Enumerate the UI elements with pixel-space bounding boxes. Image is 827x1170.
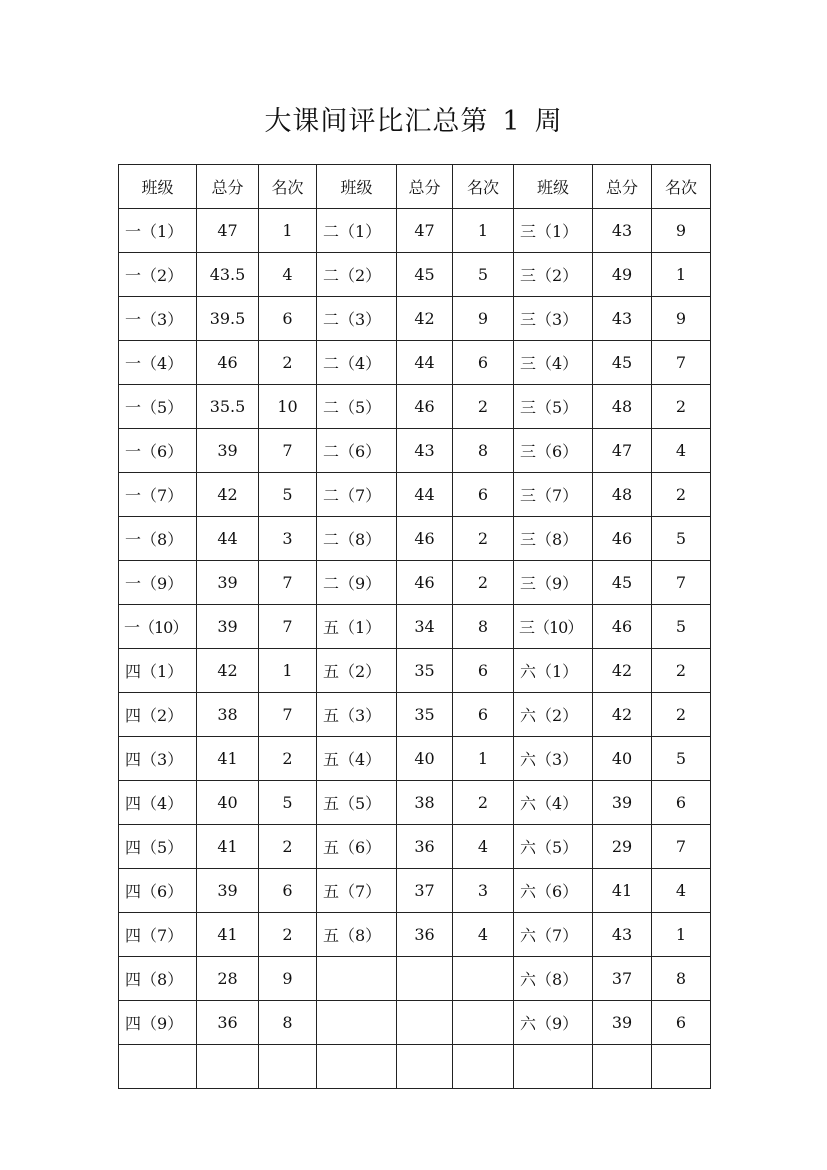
total-score-cell: 40 [593,737,652,781]
total-score-cell: 41 [197,825,259,869]
total-score-cell: 35.5 [197,385,259,429]
rank-cell: 5 [259,473,317,517]
total-score-cell: 35 [397,649,453,693]
total-score-cell: 44 [397,341,453,385]
class-cell [317,957,397,1001]
class-cell: 三（6） [514,429,593,473]
class-cell: 一（10） [119,605,197,649]
rank-cell: 8 [259,1001,317,1045]
table-row [119,385,711,429]
class-cell: 一（5） [119,385,197,429]
table-row [119,649,711,693]
rank-cell: 7 [259,429,317,473]
rank-cell [259,1045,317,1089]
total-score-cell [397,1045,453,1089]
total-score-cell: 47 [197,209,259,253]
rank-cell: 2 [453,385,514,429]
class-cell: 五（5） [317,781,397,825]
rank-cell: 4 [259,253,317,297]
rank-cell: 9 [259,957,317,1001]
class-cell: 六（3） [514,737,593,781]
class-cell: 六（6） [514,869,593,913]
total-score-cell [593,1045,652,1089]
class-cell: 三（1） [514,209,593,253]
rank-cell: 4 [652,869,711,913]
rank-cell: 5 [652,517,711,561]
total-score-cell: 36 [397,825,453,869]
header-class: 班级 [514,165,593,209]
table-row [119,1001,711,1045]
title-suffix: 周 [534,106,563,137]
table-row [119,605,711,649]
class-cell: 三（10） [514,605,593,649]
rank-cell [453,1045,514,1089]
header-class: 班级 [317,165,397,209]
class-cell: 六（9） [514,1001,593,1045]
total-score-cell: 42 [593,693,652,737]
total-score-cell: 41 [197,913,259,957]
total-score-cell: 39 [593,781,652,825]
rank-cell: 2 [453,561,514,605]
rank-cell: 5 [453,253,514,297]
class-cell: 二（5） [317,385,397,429]
header-row [119,165,711,209]
rank-cell: 2 [259,341,317,385]
class-cell: 三（2） [514,253,593,297]
class-cell: 五（6） [317,825,397,869]
rank-cell: 1 [652,253,711,297]
total-score-cell: 42 [397,297,453,341]
total-score-cell: 43 [397,429,453,473]
total-score-cell: 47 [593,429,652,473]
total-score-cell: 28 [197,957,259,1001]
total-score-cell: 43 [593,209,652,253]
class-cell: 三（4） [514,341,593,385]
total-score-cell: 42 [197,473,259,517]
total-score-cell: 43 [593,913,652,957]
class-cell: 一（4） [119,341,197,385]
class-cell: 二（7） [317,473,397,517]
total-score-cell: 39.5 [197,297,259,341]
class-cell: 四（8） [119,957,197,1001]
rank-cell: 6 [453,693,514,737]
class-cell: 四（7） [119,913,197,957]
total-score-cell: 47 [397,209,453,253]
rank-cell: 7 [259,693,317,737]
class-cell: 六（7） [514,913,593,957]
class-cell: 一（7） [119,473,197,517]
total-score-cell: 46 [197,341,259,385]
table-row [119,781,711,825]
total-score-cell: 38 [197,693,259,737]
table-row [119,869,711,913]
class-cell: 六（5） [514,825,593,869]
rank-cell: 2 [259,913,317,957]
class-cell: 二（4） [317,341,397,385]
total-score-cell [197,1045,259,1089]
rank-cell [453,957,514,1001]
title-week-number: 1 [502,106,521,137]
rank-cell: 2 [453,781,514,825]
total-score-cell: 37 [593,957,652,1001]
table-row [119,429,711,473]
total-score-cell: 43 [593,297,652,341]
rank-cell: 6 [453,473,514,517]
rank-cell: 7 [652,341,711,385]
class-cell: 三（7） [514,473,593,517]
rank-cell: 4 [652,429,711,473]
total-score-cell: 35 [397,693,453,737]
table-row [119,957,711,1001]
class-cell: 四（6） [119,869,197,913]
rank-cell: 2 [259,825,317,869]
total-score-cell: 36 [397,913,453,957]
rank-cell: 10 [259,385,317,429]
class-cell: 二（9） [317,561,397,605]
total-score-cell: 29 [593,825,652,869]
table-row [119,253,711,297]
class-cell: 五（3） [317,693,397,737]
class-cell: 一（9） [119,561,197,605]
rank-cell: 5 [652,737,711,781]
class-cell: 三（9） [514,561,593,605]
class-cell: 二（8） [317,517,397,561]
total-score-cell: 37 [397,869,453,913]
class-cell: 三（8） [514,517,593,561]
rank-cell: 9 [652,209,711,253]
class-cell: 四（4） [119,781,197,825]
rank-cell: 2 [652,385,711,429]
total-score-cell: 41 [593,869,652,913]
total-score-cell: 38 [397,781,453,825]
total-score-cell: 45 [397,253,453,297]
table-row [119,297,711,341]
header-total-score: 总分 [397,165,453,209]
class-cell: 四（1） [119,649,197,693]
rank-cell: 8 [453,429,514,473]
table-row [119,473,711,517]
rank-cell: 7 [259,605,317,649]
table-row [119,913,711,957]
class-cell: 一（8） [119,517,197,561]
total-score-cell: 46 [397,561,453,605]
rank-cell: 4 [453,825,514,869]
total-score-cell: 45 [593,341,652,385]
total-score-cell: 39 [197,605,259,649]
rank-cell: 6 [453,341,514,385]
total-score-cell: 39 [197,561,259,605]
total-score-cell: 39 [197,429,259,473]
table-row [119,517,711,561]
rank-cell: 6 [453,649,514,693]
class-cell: 六（1） [514,649,593,693]
rank-cell: 1 [259,649,317,693]
total-score-cell: 45 [593,561,652,605]
table-row [119,209,711,253]
class-cell: 六（8） [514,957,593,1001]
total-score-cell: 34 [397,605,453,649]
header-total-score: 总分 [197,165,259,209]
rank-cell: 8 [652,957,711,1001]
rank-cell: 1 [453,737,514,781]
total-score-cell: 44 [197,517,259,561]
rank-cell: 6 [259,869,317,913]
header-rank: 名次 [259,165,317,209]
total-score-cell: 48 [593,385,652,429]
rank-cell: 7 [652,561,711,605]
rank-cell: 9 [453,297,514,341]
total-score-cell: 44 [397,473,453,517]
rank-cell: 6 [652,781,711,825]
title-prefix: 大课间评比汇总第 [264,106,489,137]
class-cell: 六（2） [514,693,593,737]
score-summary-table [118,164,711,1089]
rank-cell: 5 [259,781,317,825]
rank-cell: 9 [652,297,711,341]
class-cell: 二（1） [317,209,397,253]
class-cell [317,1045,397,1089]
class-cell: 一（6） [119,429,197,473]
rank-cell: 7 [259,561,317,605]
class-cell: 一（2） [119,253,197,297]
table-row [119,341,711,385]
class-cell: 四（3） [119,737,197,781]
total-score-cell: 39 [197,869,259,913]
rank-cell: 1 [453,209,514,253]
class-cell: 三（3） [514,297,593,341]
rank-cell: 2 [453,517,514,561]
class-cell: 五（4） [317,737,397,781]
total-score-cell: 43.5 [197,253,259,297]
rank-cell: 4 [453,913,514,957]
table-row [119,561,711,605]
total-score-cell: 48 [593,473,652,517]
total-score-cell: 36 [197,1001,259,1045]
rank-cell [453,1001,514,1045]
rank-cell: 6 [652,1001,711,1045]
table-body [119,209,711,1089]
class-cell [317,1001,397,1045]
total-score-cell: 46 [593,605,652,649]
class-cell: 二（3） [317,297,397,341]
total-score-cell: 40 [197,781,259,825]
rank-cell: 6 [259,297,317,341]
class-cell: 二（2） [317,253,397,297]
header-rank: 名次 [652,165,711,209]
total-score-cell: 49 [593,253,652,297]
class-cell: 四（5） [119,825,197,869]
total-score-cell [397,1001,453,1045]
table-row [119,1045,711,1089]
total-score-cell: 42 [197,649,259,693]
table-row [119,693,711,737]
class-cell [514,1045,593,1089]
total-score-cell: 40 [397,737,453,781]
class-cell: 五（7） [317,869,397,913]
rank-cell: 3 [259,517,317,561]
rank-cell: 2 [652,693,711,737]
class-cell: 四（9） [119,1001,197,1045]
header-total-score: 总分 [593,165,652,209]
header-rank: 名次 [453,165,514,209]
table-row [119,737,711,781]
rank-cell: 8 [453,605,514,649]
total-score-cell: 46 [593,517,652,561]
class-cell: 一（3） [119,297,197,341]
class-cell: 六（4） [514,781,593,825]
rank-cell: 3 [453,869,514,913]
class-cell: 二（6） [317,429,397,473]
rank-cell: 2 [652,649,711,693]
class-cell: 一（1） [119,209,197,253]
header-class: 班级 [119,165,197,209]
rank-cell: 5 [652,605,711,649]
total-score-cell: 46 [397,385,453,429]
rank-cell: 7 [652,825,711,869]
total-score-cell [397,957,453,1001]
total-score-cell: 42 [593,649,652,693]
page-title [0,100,827,144]
class-cell: 五（2） [317,649,397,693]
rank-cell: 2 [259,737,317,781]
class-cell: 四（2） [119,693,197,737]
total-score-cell: 46 [397,517,453,561]
class-cell: 五（8） [317,913,397,957]
rank-cell: 1 [259,209,317,253]
class-cell: 三（5） [514,385,593,429]
class-cell [119,1045,197,1089]
total-score-cell: 39 [593,1001,652,1045]
table-row [119,825,711,869]
rank-cell [652,1045,711,1089]
total-score-cell: 41 [197,737,259,781]
class-cell: 五（1） [317,605,397,649]
rank-cell: 1 [652,913,711,957]
rank-cell: 2 [652,473,711,517]
